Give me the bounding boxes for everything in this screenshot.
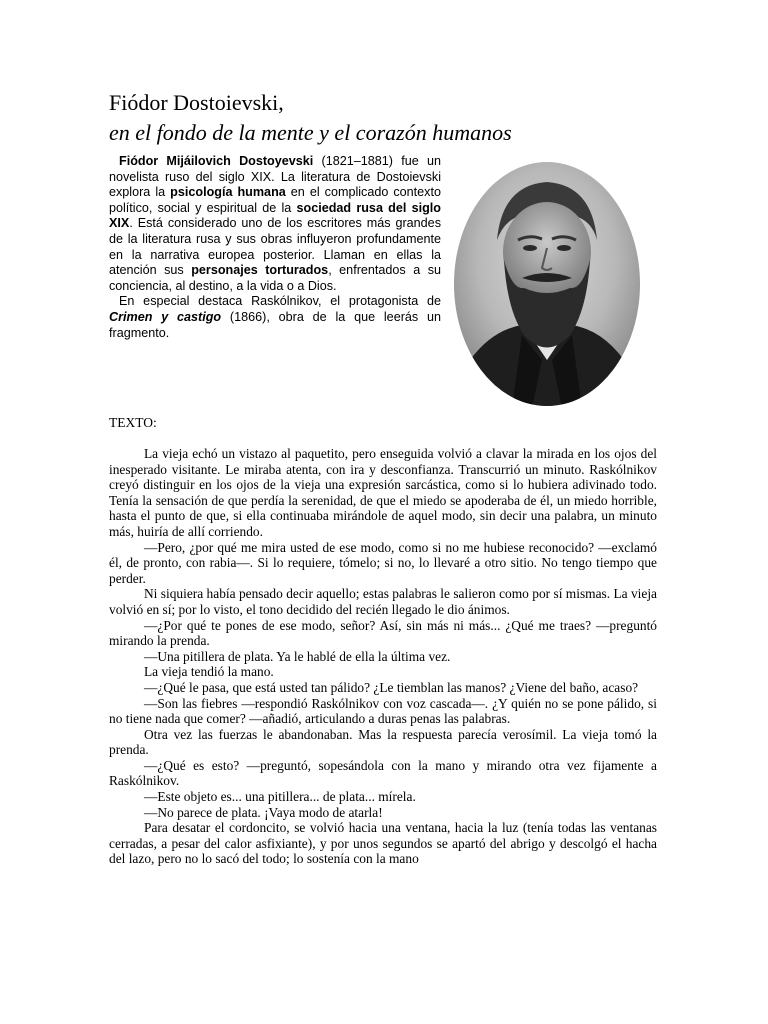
author-portrait-icon	[452, 160, 642, 408]
story-paragraph: —Una pitillera de plata. Ya le hablé de ella la última vez.	[144, 648, 451, 664]
intro-bold: psicología humana	[170, 185, 286, 200]
author-intro	[109, 154, 441, 341]
intro-paragraph-1	[109, 154, 441, 294]
title-subtitle: en el fondo de la mente y el corazón humanos	[109, 120, 512, 145]
story-excerpt	[109, 446, 657, 867]
story-paragraph: Otra vez las fuerzas le abandonaban. Mas la respuesta parecía verosímil. La vieja tomó la prenda.	[109, 726, 657, 758]
story-paragraph: La vieja echó un vistazo al paquetito, pero enseguida volvió a clavar la mirada en los ojos del inesperado visitante. Le miraba atenta, con ira y desconfianza. Transcurrió un minuto. Raskólnikov creyó distinguir en los ojos de la vieja una expresión sarcástica, como si lo hubiera adivinado todo. Tenía la sensación de que perdía la serenidad, de que el miedo se apoderaba de él, un miedo horrible, hasta el punto de que, si ella continuaba mirándole de aquel modo, sin decir una palabra, un minuto más, huiría de allí corriendo.	[109, 446, 657, 539]
intro-text: (1821–1881) fue un novelista ruso del siglo XIX. La literatura de Dostoievski explora la	[109, 154, 442, 200]
story-paragraph: Para desatar el cordoncito, se volvió hacia una ventana, hacia la luz (tenía todas las ventanas cerradas, a pesar del calor asfixiante), y por unos segundos se apartó del abrigo y descolgó el hacha del lazo, pero no lo sacó del todo; lo sostenía con la mano	[109, 820, 657, 867]
story-paragraph: —¿Qué es esto? —preguntó, sopesándola con la mano y mirando otra vez fijamente a Raskólnikov.	[109, 757, 657, 789]
story-paragraph: —Pero, ¿por qué me mira usted de ese modo, como si no me hubiese reconocido? —exclamó él, de pronto, con rabia—. Si lo requiere, tómelo; si no, lo llevaré a otro sitio. No tengo tiempo que perder.	[109, 539, 657, 586]
intro-text: . Está considerado uno de los escritores más grandes de la literatura rusa y sus obras influyeron profundamente en la narrativa europea posterior. Llaman en ellas la atención sus	[109, 216, 441, 278]
story-paragraph: Ni siquiera había pensado decir aquello; estas palabras le salieron como por sí mismas. La vieja volvió en sí; por lo visto, el tono decidido del recién llegado le dio ánimos.	[109, 586, 657, 617]
intro-text: , enfrentados a su conciencia, al destino, a la vida o a Dios.	[109, 263, 441, 293]
story-paragraph: —¿Por qué te pones de ese modo, señor? Así, sin más ni más... ¿Qué me traes? —preguntó mirando la prenda.	[109, 617, 657, 649]
intro-text: En especial destaca Raskólnikov, el protagonista de	[119, 294, 441, 309]
story-paragraph: —Son las fiebres —respondió Raskólnikov con voz cascada—. ¿Y quién no se pone pálido, si no tiene nada que comer? —añadió, articulando a duras penas las palabras.	[109, 695, 657, 727]
book-title: Crimen y castigo	[109, 309, 222, 324]
intro-text: (1866), obra de la que leerás un fragmento.	[109, 309, 442, 340]
intro-paragraph-2	[109, 294, 441, 341]
intro-bold: sociedad rusa del siglo XIX	[109, 200, 441, 231]
story-paragraph: —Este objeto es... una pitillera... de plata... mírela.	[144, 789, 416, 805]
page-title	[109, 88, 669, 148]
story-paragraph: La vieja tendió la mano.	[144, 664, 274, 680]
intro-text: en el complicado contexto político, social y espiritual de la	[109, 185, 441, 215]
text-section-label: TEXTO:	[109, 415, 157, 430]
author-fullname: Fiódor Mijáilovich Dostoyevski	[119, 154, 314, 168]
title-author: Fiódor Dostoievski,	[109, 90, 284, 115]
story-paragraph: —No parece de plata. ¡Vaya modo de atarla!	[144, 804, 383, 820]
story-paragraph: —¿Qué le pasa, que está usted tan pálido? ¿Le tiemblan las manos? ¿Viene del baño, acaso?	[144, 679, 639, 695]
intro-bold: personajes torturados	[191, 263, 329, 278]
